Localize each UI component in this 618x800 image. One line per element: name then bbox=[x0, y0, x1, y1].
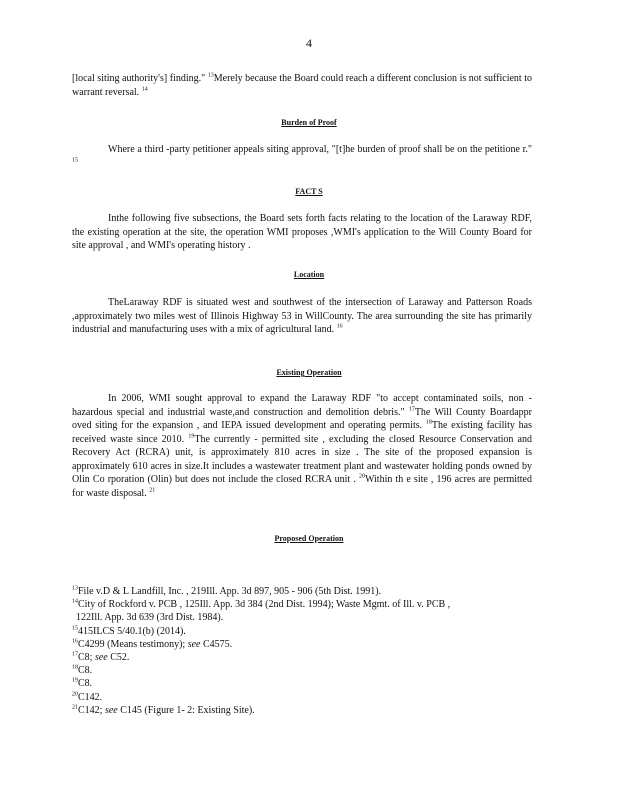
heading-burden-of-proof: Burden of Proof bbox=[281, 118, 337, 127]
footnote-15: $^{15}$415ILCS 5/40.1(b) (2014). bbox=[72, 625, 186, 637]
footnote-13: $^{13}$File v.D & L Landfill, Inc. , 219Ill. App. 3d 897, 905 - 906 (5th Dist. 1991). bbox=[72, 585, 382, 597]
footnote-21: $^{21}$C142; see C145 (Figure 1- 2: Existing Site). bbox=[72, 704, 255, 716]
intro-rest: Merely because the Board could reach a different conclusion is not sufficient to warrant reversal. bbox=[72, 73, 533, 98]
footnote-17: $^{17}$C8; see C52. bbox=[72, 651, 130, 664]
footnote-ref-14[interactable]: 14 bbox=[141, 86, 148, 93]
heading-existing-operation: Existing Operation bbox=[276, 368, 342, 377]
footnote-14-continued: 122Ill. App. 3d 639 (3rd Dist. 1984). bbox=[76, 612, 224, 624]
footnote-16: $^{16}$C4299 (Means testimony); see C4575. bbox=[72, 638, 233, 650]
footnote-ref-13[interactable]: 13 bbox=[207, 72, 214, 79]
footnote-19: $^{19}$C8. bbox=[72, 678, 93, 690]
footnote-ref-16[interactable]: 16 bbox=[336, 323, 343, 330]
footnote-20: $^{20}$C142. bbox=[72, 691, 103, 703]
burden-paragraph: Where a third -party petitioner appeals siting approval, "[t]he burden of proof shall be on the petitione r." $^{15}$ bbox=[72, 144, 532, 164]
existing-operation-paragraph: In 2006, WMI sought approval to expand the Laraway RDF "to accept contaminated soils, non -hazardous special and industrial waste,and construction and demolition debris." $^{17}$The Will County Boardappr oved siting for the expansion , and IEPA issued development and operating permits. $^{18}$The existing facility has received waste since 2010. $^{19}$The currently - permitted site , excluding the closed Resource Conservation and Recovery Act (RCRA) unit, is approximately 810 acres in size . The site of the proposed expansion is approximately 610 acres in size.It includes a wastewater treatment plant and wastewater holding ponds owned by Olin Co rporation (Olin) but does not include the closed RCRA unit . $^{20}$Within th e site , 196 acres are permitted for waste disposal. $^{21}$ bbox=[72, 393, 532, 499]
facts-paragraph: Inthe following five subsections, the Board sets forth facts relating to the location of the Laraway RDF, the existing operation at the site, the operation WMI proposes ,WMI's application to the Will County Board for site approval , and WMI's operating history . bbox=[72, 213, 532, 251]
footnote-ref-17[interactable]: 17 bbox=[408, 406, 415, 413]
footnote-ref-20[interactable]: 20 bbox=[358, 473, 365, 480]
footnote-18: $^{18}$C8. bbox=[72, 664, 93, 677]
footnote-ref-15[interactable]: 15 bbox=[72, 157, 78, 164]
location-paragraph: TheLaraway RDF is situated west and southwest of the intersection of Laraway and Patterson Roads ,approximately two miles west of Illinois Highway 53 in WillCounty. The area surrounding the site has primarily industrial and manufacturing uses with a mix of agricultural land. $^{16}$ bbox=[72, 297, 532, 335]
intro-quote: [local siting authority's] finding." bbox=[72, 73, 208, 84]
footnote-ref-19[interactable]: 19 bbox=[188, 433, 195, 440]
footnote-ref-21[interactable]: 21 bbox=[149, 487, 156, 494]
page-number: 4 bbox=[306, 36, 312, 50]
heading-proposed-operation: Proposed Operation bbox=[274, 534, 344, 543]
heading-facts: FACT S bbox=[295, 187, 323, 196]
heading-location: Location bbox=[293, 270, 325, 279]
footnotes bbox=[72, 585, 542, 717]
footnote-ref-18[interactable]: 18 bbox=[425, 419, 432, 426]
intro-paragraph bbox=[72, 72, 532, 99]
footnote-14: $^{14}$City of Rockford v. PCB , 125Ill. App. 3d 384 (2nd Dist. 1994); Waste Mgmt. of Ill. v. PCB , bbox=[72, 598, 451, 611]
